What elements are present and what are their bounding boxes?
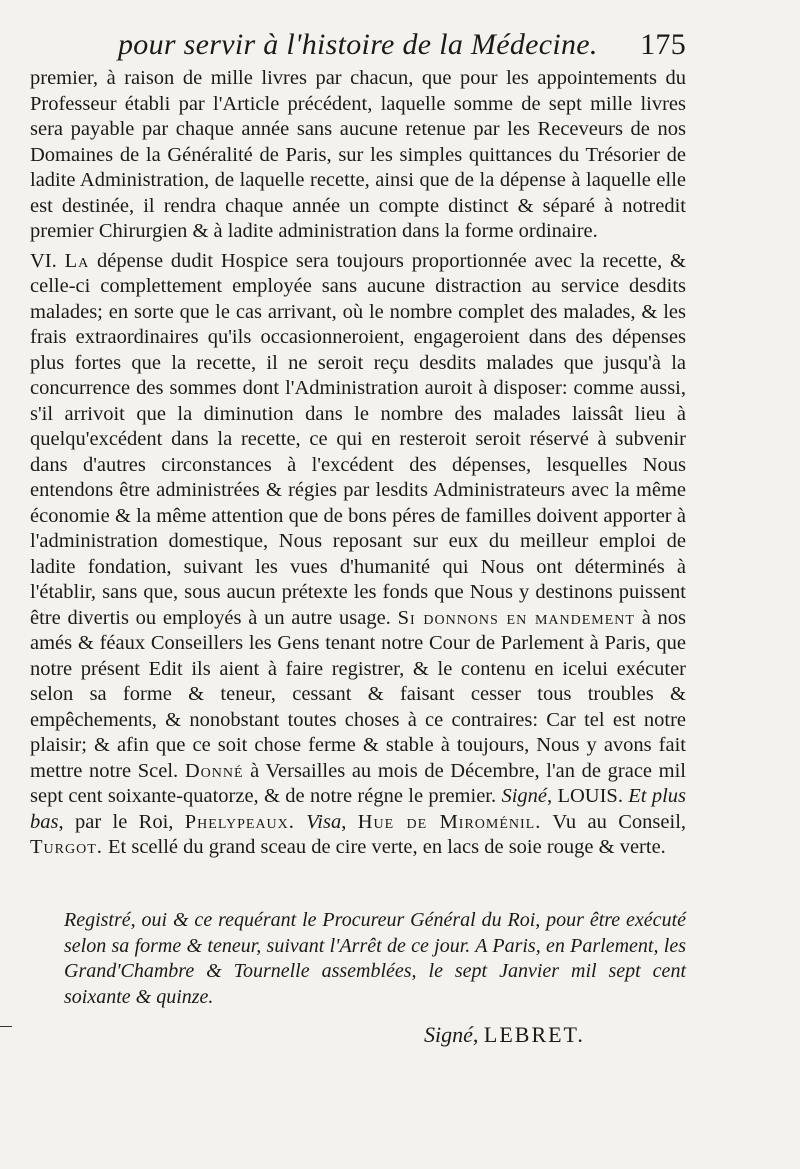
running-header xyxy=(118,28,686,68)
signed-label: Signé xyxy=(501,785,547,807)
page-number: 175 xyxy=(640,28,686,61)
paragraph-continuation: premier, à raison de mille livres par chacun, que pour les appointements du Professeur établi par l'Article précédent, laquelle somme de sept mille livres sera payable par chaque année sans aucune retenue par les Receveurs de nos Domaines de la Généralité de Paris, sur les simples quittances du Trésorier de ladite Administration, de laquelle recette, ainsi que de la dépense à laquelle elle est destinée, il rendra chaque année un compte distinct & séparé à notredit premier Chirurgien & à ladite administration dans la forme ordinaire. xyxy=(30,67,686,242)
paragraph-article-vi xyxy=(30,249,686,861)
margin-mark xyxy=(0,1026,12,1027)
article-text-7: , xyxy=(341,810,358,833)
signature-line: Signé, LEBRET. xyxy=(424,1022,585,1047)
article-text-1: dépense dudit Hospice sera toujours proportionnée avec la recette, & celle-ci complettement employée sans aucune distraction au service desdits malades; en sorte que le cas arrivant, où le nombre complet des malades, & les frais extraordinaires qu'ils occasionneroient, engageroient dans des dépenses plus fortes que la recette, il ne seroit reçu desdits malades que jusqu'à la concurrence des sommes dont l'Administration auroit à disposer: comme aussi, s'il arrivoit que la diminution dans le nombre des malades laissât lieu à quelqu'excédent dans la recette, ce qui en resteroit seroit réservé à subvenir dans d'autres circonstances à l'excédent des dépenses, lesquelles Nous entendons être administrées & régies par lesdits Administrateurs avec la même économie & la même attention que de bons péres de familles doivent apporter à l'administration domestique, Nous reposant sur eux du meilleur emploi de ladite fondation, suivant les vues d'humanité qui Nous ont déterminés à l'établir, sans que, sous aucun prétexte les fonds que Nous y destinons puissent être divertis ou employés à un autre usage. xyxy=(30,249,687,629)
visa-label: Visa xyxy=(306,810,342,833)
article-text-2: à nos amés & féaux Conseillers les Gens tenant notre Cour de Parlement à Paris, que notre présent Edit ils aient à faire registrer, & le contenu en icelui exécuter selon sa forme & teneur, cessant & faisant cesser tous troubles & empêchements, & nonobstant toutes choses à ce contraires: Car tel est notre plaisir; & afin que ce soit chose ferme & stable à toujours, Nous y avons fait mettre notre Scel. xyxy=(30,606,687,782)
below-label: Et plus bas xyxy=(30,785,687,833)
article-text-6 xyxy=(295,811,306,833)
main-text xyxy=(30,66,686,861)
article-text-9: Et scellé du grand sceau de cire verte, en lacs de soie rouge & verte. xyxy=(102,836,666,858)
registration-note: Registré, oui & ce requérant le Procureur Général du Roi, pour être exécuté selon sa forme & teneur, suivant l'Arrêt de ce jour. A Paris, en Parlement, les Grand'Chambre & Tournelle assemblées, le sept Janvier mil sept cent soixante & quinze. xyxy=(64,909,686,1008)
mandate-formula: Si donnons en mandement xyxy=(397,606,635,629)
article-lead-word: La xyxy=(64,249,90,272)
article-text-5: , par le Roi, xyxy=(58,810,185,833)
signature-label: Signé xyxy=(424,1022,473,1047)
controller-name: Turgot. xyxy=(30,836,103,858)
article-text-8: Vu au Conseil, xyxy=(541,810,687,833)
minister-name: Phelypeaux. xyxy=(184,810,295,833)
signature-name: LEBRET. xyxy=(483,1022,585,1047)
running-title: pour servir à l'histoire de la Médecine. xyxy=(118,28,598,61)
article-text-4: , LOUIS. xyxy=(547,785,629,807)
chancellor-name: Hue de Miroménil. xyxy=(357,810,542,833)
article-numeral: VI. xyxy=(30,249,57,272)
given-formula: Donné xyxy=(184,759,244,782)
article-text-3: à Versailles au mois de Décembre, l'an de grace mil sept cent soixante-quatorze, & de notre régne le premier. xyxy=(30,759,686,807)
